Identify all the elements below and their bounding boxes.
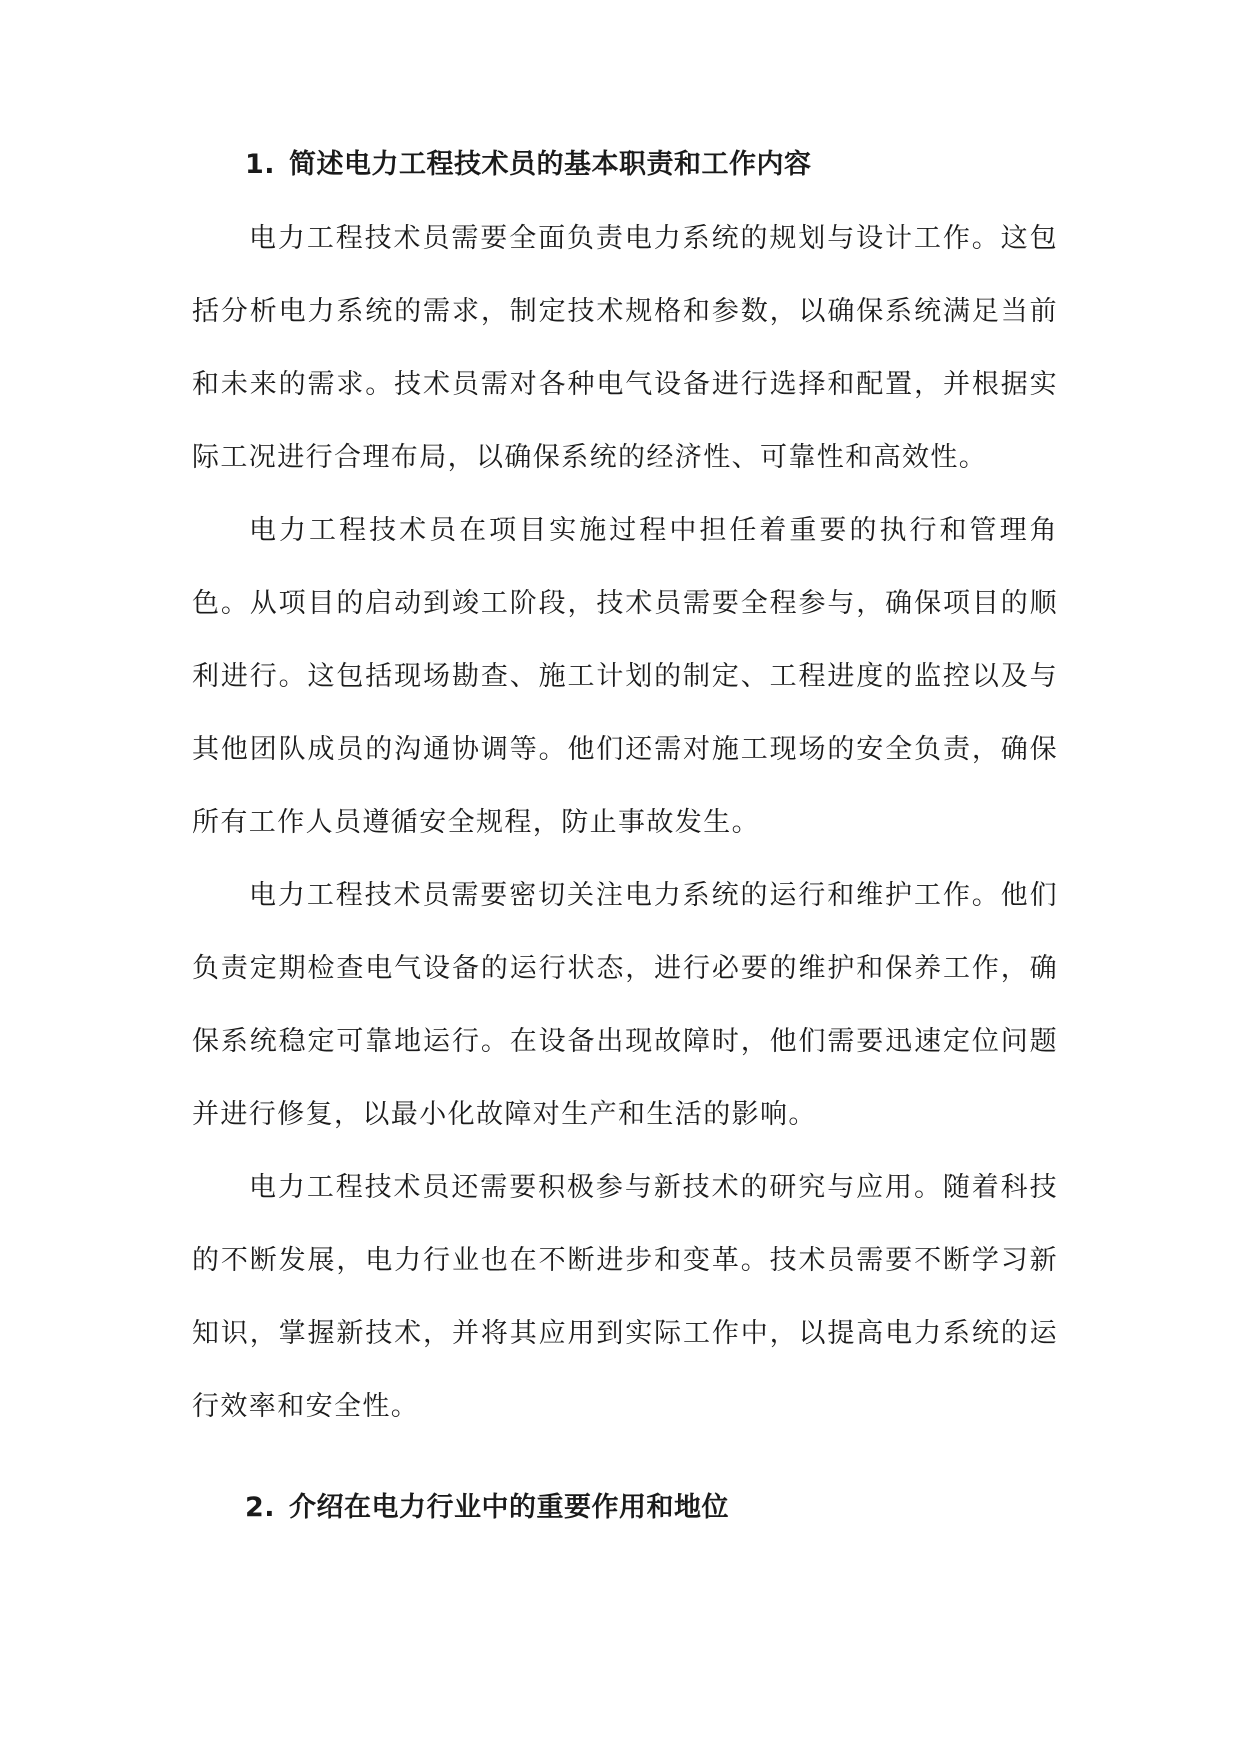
section-title: 简述电力工程技术员的基本职责和工作内容 bbox=[289, 149, 812, 180]
section-number: 1. bbox=[245, 149, 276, 180]
section-title: 介绍在电力行业中的重要作用和地位 bbox=[289, 1492, 730, 1523]
body-paragraph: 电力工程技术员还需要积极参与新技术的研究与应用。随着科技的不断发展，电力行业也在不断进步和变革。技术员需要不断学习新知识，掌握新技术，并将其应用到实际工作中，以提高电力系统的运行效率和安全性。 bbox=[192, 1172, 1058, 1422]
body-paragraph: 电力工程技术员需要全面负责电力系统的规划与设计工作。这包括分析电力系统的需求，制定技术规格和参数，以确保系统满足当前和未来的需求。技术员需对各种电气设备进行选择和配置，并根据实际工况进行合理布局，以确保系统的经济性、可靠性和高效性。 bbox=[192, 223, 1058, 473]
document-page bbox=[192, 140, 1058, 1533]
section-heading bbox=[245, 1483, 1058, 1533]
section-number: 2. bbox=[245, 1492, 276, 1523]
body-paragraph: 电力工程技术员在项目实施过程中担任着重要的执行和管理角色。从项目的启动到竣工阶段，技术员需要全程参与，确保项目的顺利进行。这包括现场勘查、施工计划的制定、工程进度的监控以及与其他团队成员的沟通协调等。他们还需对施工现场的安全负责，确保所有工作人员遵循安全规程，防止事故发生。 bbox=[192, 515, 1058, 838]
section-heading bbox=[245, 140, 1058, 190]
body-paragraph: 电力工程技术员需要密切关注电力系统的运行和维护工作。他们负责定期检查电气设备的运行状态，进行必要的维护和保养工作，确保系统稳定可靠地运行。在设备出现故障时，他们需要迅速定位问题并进行修复，以最小化故障对生产和生活的影响。 bbox=[192, 880, 1058, 1130]
